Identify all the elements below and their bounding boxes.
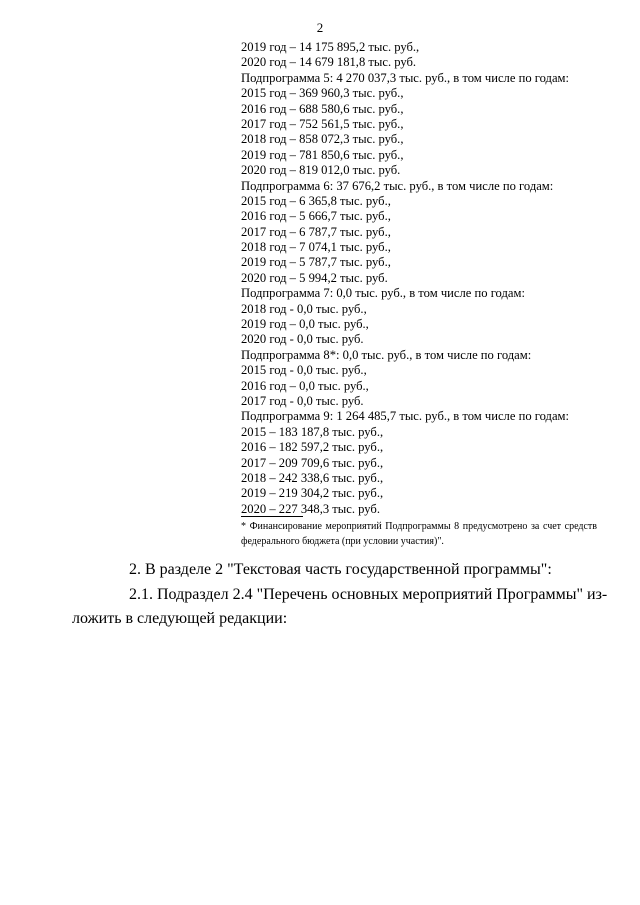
subprogram-5-heading: Подпрограмма 5: 4 270 037,3 тыс. руб., в том числе по годам: [241, 70, 570, 85]
list-item: 2015 год – 369 960,3 тыс. руб., [241, 86, 404, 101]
list-item: 2016 год – 0,0 тыс. руб., [241, 378, 369, 393]
financing-list [241, 40, 601, 517]
list-item: 2015 год – 6 365,8 тыс. руб., [241, 193, 391, 208]
list-item: 2016 – 182 597,2 тыс. руб., [241, 440, 384, 455]
list-item: 2020 год – 14 679 181,8 тыс. руб. [241, 55, 417, 70]
paragraph-item-2: 2. В разделе 2 "Текстовая часть государственной программы": [129, 561, 552, 578]
footnote-divider [241, 516, 303, 517]
list-item: 2020 год - 0,0 тыс. руб. [241, 332, 364, 347]
list-item: 2015 год - 0,0 тыс. руб., [241, 363, 367, 378]
list-item: 2015 – 183 187,8 тыс. руб., [241, 424, 384, 439]
list-item: 2020 год – 819 012,0 тыс. руб. [241, 163, 401, 178]
subprogram-7-heading: Подпрограмма 7: 0,0 тыс. руб., в том числе по годам: [241, 286, 525, 301]
list-item: 2019 год – 5 787,7 тыс. руб., [241, 255, 391, 270]
list-item: 2016 год – 688 580,6 тыс. руб., [241, 101, 404, 116]
subprogram-9-heading: Подпрограмма 9: 1 264 485,7 тыс. руб., в том числе по годам: [241, 409, 570, 424]
list-item: 2019 – 219 304,2 тыс. руб., [241, 486, 384, 501]
list-item: 2019 год – 14 175 895,2 тыс. руб., [241, 40, 420, 54]
list-item: 2019 год – 0,0 тыс. руб., [241, 317, 369, 332]
subprogram-8-heading: Подпрограмма 8*: 0,0 тыс. руб., в том числе по годам: [241, 347, 532, 362]
subprogram-6-heading: Подпрограмма 6: 37 676,2 тыс. руб., в том числе по годам: [241, 178, 554, 193]
list-item: 2018 год – 858 072,3 тыс. руб., [241, 132, 404, 147]
list-item: 2020 год – 5 994,2 тыс. руб. [241, 270, 388, 285]
footnote: * Финансирование мероприятий Подпрограммы 8 предусмотрено за счет средств федерального бюджета (при условии участия)". [241, 521, 597, 547]
paragraph-item-2-1-continuation: ложить в следующей редакции: [72, 610, 288, 627]
list-item: 2018 – 242 338,6 тыс. руб., [241, 470, 384, 485]
paragraph-item-2-1: 2.1. Подраздел 2.4 "Перечень основных мероприятий Программы" из- [129, 586, 608, 603]
list-item: 2017 год – 752 561,5 тыс. руб., [241, 116, 404, 131]
list-item: 2020 – 227 348,3 тыс. руб. [241, 501, 380, 516]
list-item: 2017 – 209 709,6 тыс. руб., [241, 455, 384, 470]
list-item: 2016 год – 5 666,7 тыс. руб., [241, 209, 391, 224]
page-number: 2 [316, 20, 324, 35]
list-item: 2018 год - 0,0 тыс. руб., [241, 301, 367, 316]
list-item: 2017 год - 0,0 тыс. руб. [241, 393, 364, 408]
list-item: 2018 год – 7 074,1 тыс. руб., [241, 240, 391, 255]
list-item: 2017 год – 6 787,7 тыс. руб., [241, 224, 391, 239]
list-item: 2019 год – 781 850,6 тыс. руб., [241, 147, 404, 162]
